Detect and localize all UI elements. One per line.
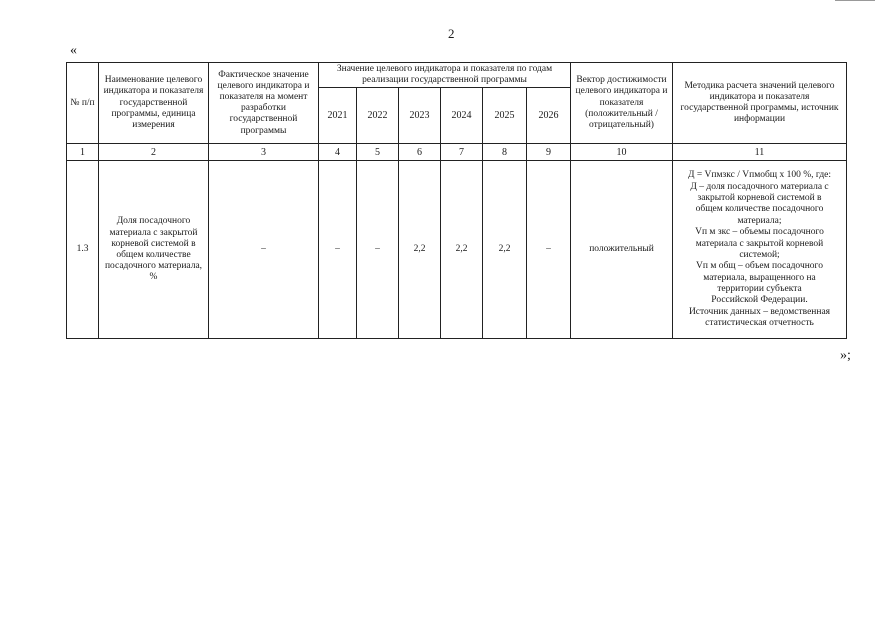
- row-value-2026: –: [527, 161, 571, 339]
- method-line: Vп м зкс – объемы посадочного: [695, 227, 824, 238]
- header-method: Методика расчета значений целевого индикатора и показателя государственной программы, источник информации: [673, 63, 847, 144]
- method-line: материала, выращенного на: [703, 272, 816, 283]
- row-num: 1.3: [67, 161, 99, 339]
- row-method: [673, 161, 847, 339]
- header-year: 2024: [441, 88, 483, 144]
- column-number: 3: [209, 144, 319, 161]
- column-number: 9: [527, 144, 571, 161]
- method-line: закрытой корневой системой в: [697, 192, 822, 203]
- row-value-2023: 2,2: [399, 161, 441, 339]
- column-number: 8: [483, 144, 527, 161]
- method-line: статистическая отчетность: [705, 318, 814, 329]
- method-line: Д – доля посадочного материала с: [690, 181, 829, 192]
- row-value-2021: –: [319, 161, 357, 339]
- header-num: № п/п: [67, 63, 99, 144]
- row-name: Доля посадочного материала с закрытой корневой системой в общем количестве посадочного материала, %: [99, 161, 209, 339]
- column-number: 11: [673, 144, 847, 161]
- table-row: [67, 161, 847, 339]
- method-line: территории субъекта: [717, 284, 802, 295]
- method-line: Д = Vпмзкс / Vпмобщ x 100 %, где:: [687, 170, 832, 181]
- header-year: 2021: [319, 88, 357, 144]
- header-values-group: Значение целевого индикатора и показателя по годам реализации государственной программы: [319, 63, 571, 88]
- column-number: 7: [441, 144, 483, 161]
- header-actual: Фактическое значение целевого индикатора и показателя на момент разработки государственной программы: [209, 63, 319, 144]
- column-number: 4: [319, 144, 357, 161]
- method-line: Источник данных – ведомственная: [688, 306, 831, 317]
- header-year: 2025: [483, 88, 527, 144]
- open-quote: «: [70, 43, 77, 58]
- method-line: Российской Федерации.: [711, 295, 808, 306]
- row-vector: положительный: [571, 161, 673, 339]
- header-name: Наименование целевого индикатора и показателя государственной программы, единица измерения: [99, 63, 209, 144]
- column-number: 6: [399, 144, 441, 161]
- row-value-2025: 2,2: [483, 161, 527, 339]
- header-year: 2026: [527, 88, 571, 144]
- column-number: 5: [357, 144, 399, 161]
- header-year: 2023: [399, 88, 441, 144]
- close-quote: »;: [840, 348, 851, 363]
- method-line: общем количестве посадочного: [695, 204, 824, 215]
- row-actual: –: [209, 161, 319, 339]
- column-number: 10: [571, 144, 673, 161]
- method-line: материала;: [737, 215, 782, 226]
- column-numbers-row: [67, 144, 847, 161]
- method-line: Vп м общ – объем посадочного: [696, 261, 823, 272]
- method-line: материала с закрытой корневой: [695, 238, 824, 249]
- column-number: 2: [99, 144, 209, 161]
- column-number: 1: [67, 144, 99, 161]
- method-line: системой;: [739, 249, 780, 260]
- page-number: 2: [448, 26, 455, 41]
- row-value-2022: –: [357, 161, 399, 339]
- corner-mark: [835, 0, 875, 1]
- row-value-2024: 2,2: [441, 161, 483, 339]
- header-year: 2022: [357, 88, 399, 144]
- header-vector: Вектор достижимости целевого индикатора и показателя (положительный / отрицательный): [571, 63, 673, 144]
- indicators-table: [66, 62, 847, 339]
